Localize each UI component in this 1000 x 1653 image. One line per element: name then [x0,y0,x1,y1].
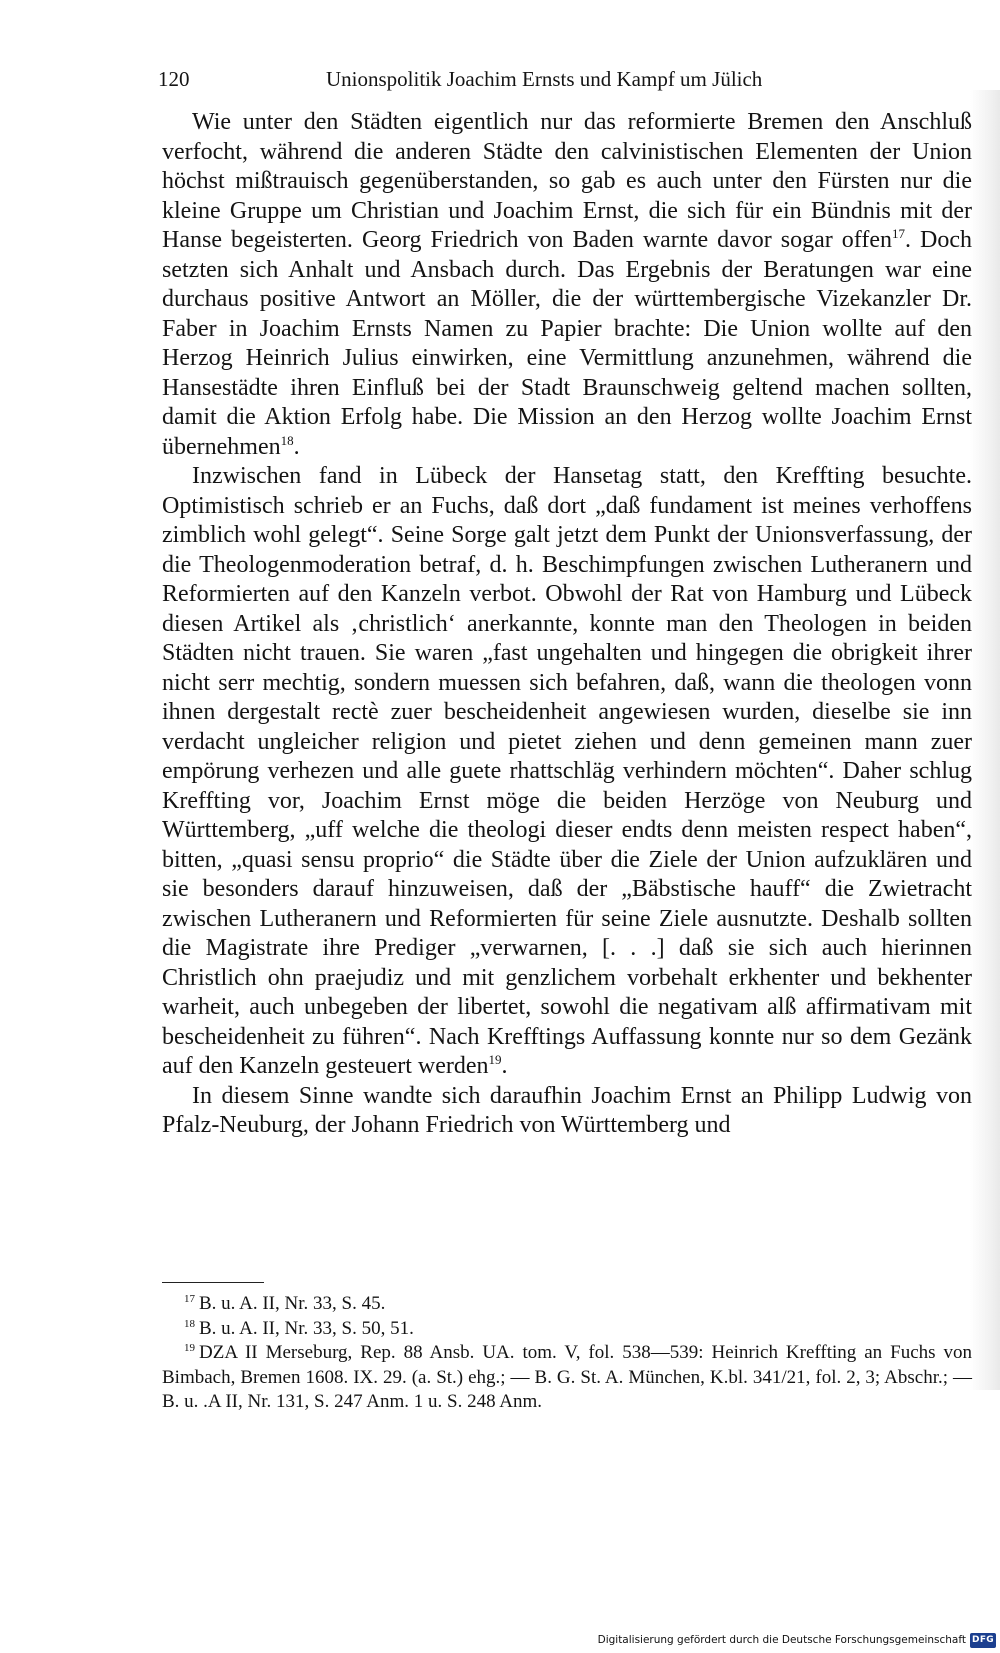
footnote-text: B. u. A. II, Nr. 33, S. 50, 51. [199,1317,414,1339]
text-run: Wie unter den Städten eigentlich nur das reformierte Bremen den Anschluß verfocht, während die anderen Städte den calvinistischen Elementen der Union höchst mißtrauisch gegenüberstanden, so gab es auch unter den Fürsten nur die kleine Gruppe um Christian und Joachim Ernst, die sich für ein Bündnis mit der Hanse begeisterten. Georg Friedrich von Baden warnte davor sogar offen [162,109,972,253]
dfg-logo-icon: DFG [970,1633,996,1648]
footnotes [162,1292,972,1415]
footnote-text: B. u. A. II, Nr. 33, S. 45. [199,1293,386,1314]
footnote-reference: 17 [892,226,905,241]
footnote-number: 17 [184,1293,195,1305]
paragraph [162,462,972,1082]
text-run: . [501,1053,508,1079]
page-number: 120 [158,67,190,91]
running-title: Unionspolitik Joachim Ernsts und Kampf um Jülich [326,67,763,91]
footnote-number: 19 [184,1342,195,1354]
text-run: Inzwischen fand in Lübeck der Hansetag statt, den Kreffting besuchte. Optimistisch schrieb er an Fuchs, daß dort „daß fundament ist meines verhoffens zimblich wohl gelegt“. Seine Sorge galt jetzt dem Punkt der Unionsverfassung, der die Theologenmoderation betraf, d. h. Beschimpfungen zwischen Lutheranern und Reformierten auf den Kanzeln verbot. Obwohl der Rat von Hamburg und Lübeck diesen Artikel als ‚christlich‘ anerkannte, konnte man den Theologen in beiden Städten nicht trauen. Sie waren „fast ungehalten und hingegen die obrigkeit ihrer nicht serr mechtig, sondern muessen sich befahren, daß, wann die theologen vonn ihnen dergestalt rectè zuer bescheidenheit angewiesen wurden, dieselbe sie inn verdacht ungleicher religion und pietet ziehen und denn gemeinen mann zuer empörung verhezen und alle guete rhattschläg verhindern möchten“. Daher schlug Kreffting vor, Joachim Ernst möge die beiden Herzöge von Neuburg und Württemberg, „uff welche die theologi dieser endts denn meisten respect haben“, bitten, „quasi sensu proprio“ die Städte über die Ziele der Union aufzuklären und sie besonders darauf hinzuweisen, daß der „Bäbstische hauff“ die Zwietracht zwischen Lutheranern und Reformierten für seine Ziele ausnutzte. Deshalb sollten die Magistrate ihre Prediger „verwarnen, [. . .] daß sie sich auch hierinnen Christlich ohn praejudiz und mit genzlichem vorbehalt erkhenter und bekhenter warheit, auch unbegeben der libertet, sowohl die negativam alß affirmativam mit bescheidenheit zu führen“. Nach Krefftings Auffassung konnte nur so dem Gezänk auf den Kanzeln gesteuert werden [162,463,972,1079]
footnote-reference: 18 [280,432,294,448]
main-text [162,108,972,1141]
text-run: . [293,433,300,460]
footnote-number: 18 [184,1317,195,1330]
text-run: In diesem Sinne wandte sich daraufhin Joachim Ernst an Philipp Ludwig von Pfalz-Neuburg, der Johann Friedrich von Württemberg und [162,1082,972,1138]
footnote-reference: 19 [488,1052,502,1067]
footnote-separator [162,1282,264,1283]
paragraph [162,108,972,462]
footnote [162,1317,972,1342]
text-run: . Doch setzten sich Anhalt und Ansbach durch. Das Ergebnis der Beratungen war eine durchaus positive Antwort an Möller, die der württembergische Vizekanzler Dr. Faber in Joachim Ernsts Namen zu Papier brachte: Die Union wollte auf den Herzog Heinrich Julius einwirken, eine Vermittlung anzunehmen, während die Hansestädte ihren Einfluß bei der Stadt Braunschweig geltend machen sollten, damit die Aktion Erfolg habe. Die Mission an den Herzog wollte Joachim Ernst übernehmen [162,227,972,460]
digitization-bar [0,1623,1000,1653]
facing-page-edge [970,90,1000,1390]
footnote-text: DZA II Merseburg, Rep. 88 Ansb. UA. tom. V, fol. 538—539: Heinrich Kreffting an Fuchs von Bimbach, Bremen 1608. IX. 29. (a. St.) ehg.; — B. G. St. A. München, K.bl. 341/21, fol. 2, 3; Abschr.; — B. u. .A II, Nr. 131, S. 247 Anm. 1 u. S. 248 Anm. [162,1342,972,1412]
footnote [162,1341,972,1415]
funding-notice: Digitalisierung gefördert durch die Deutsche Forschungsgemeinschaft [597,1634,966,1646]
footnote [162,1292,972,1317]
paragraph [162,1082,972,1141]
